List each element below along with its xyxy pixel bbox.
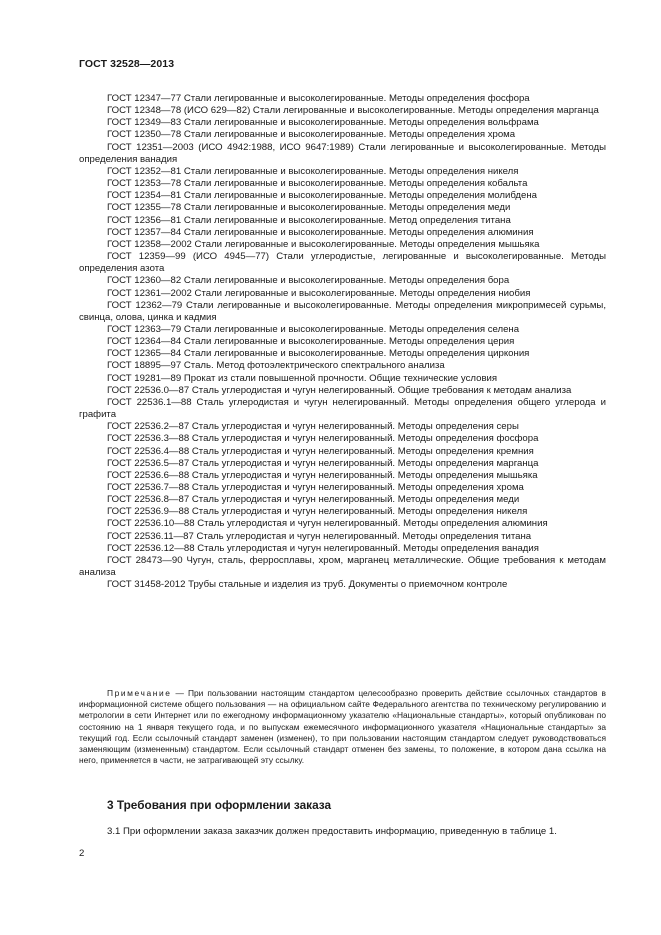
note-block bbox=[79, 688, 606, 766]
reference-item: ГОСТ 12355—78 Стали легированные и высоколегированные. Методы определения меди bbox=[107, 202, 511, 214]
reference-item: ГОСТ 22536.4—88 Сталь углеродистая и чугун нелегированный. Методы определения кремния bbox=[107, 445, 534, 457]
reference-item: ГОСТ 12352—81 Стали легированные и высоколегированные. Методы определения никеля bbox=[107, 165, 519, 177]
reference-item: ГОСТ 22536.12—88 Сталь углеродистая и чугун нелегированный. Методы определения ванадия bbox=[107, 542, 539, 554]
reference-item: ГОСТ 12356—81 Стали легированные и высоколегированные. Метод определения титана bbox=[107, 214, 511, 226]
document-header: ГОСТ 32528—2013 bbox=[79, 58, 175, 70]
reference-item: ГОСТ 12363—79 Стали легированные и высоколегированные. Методы определения селена bbox=[107, 323, 520, 335]
section-title: 3 Требования при оформлении заказа bbox=[107, 798, 332, 812]
reference-item: ГОСТ 12350—78 Стали легированные и высоколегированные. Методы определения хрома bbox=[107, 129, 516, 141]
note-text: — При пользовании настоящим стандартом целесообразно проверить действие ссылочных стандартов в информационной системе общего пользования — на официальном сайте Федерального агентства по техническому регулированию и метрологии в сети Интернет или по ежегодному информационному указателю «Национальные стандарты», который опубликован по состоянию на 1 января текущего года, и по выпускам ежемесячного информационного указателя «Национальные стандарты» за текущий год. Если ссылочный стандарт заменен (изменен), то при пользовании настоящим стандартом следует руководствоваться заменяющим (измененным) стандартом. Если ссылочный стандарт отменен без замены, то положение, в котором дана ссылка на него, применяется в части, не затрагивающей эту ссылку. bbox=[79, 688, 606, 766]
reference-item: ГОСТ 22536.0—87 Сталь углеродистая и чугун нелегированный. Общие требования к методам анализа bbox=[107, 384, 572, 396]
reference-item: ГОСТ 22536.3—88 Сталь углеродистая и чугун нелегированный. Методы определения фосфора bbox=[107, 433, 539, 445]
reference-item: ГОСТ 12362—79 Стали легированные и высоколегированные. Методы определения микропримесей сурьмы, свинца, олова, цинка и кадмия bbox=[79, 299, 606, 323]
reference-item: ГОСТ 12365—84 Стали легированные и высоколегированные. Методы определения циркония bbox=[107, 348, 530, 360]
normative-references-list bbox=[79, 93, 606, 591]
reference-item: ГОСТ 12351—2003 (ИСО 4942:1988, ИСО 9647:1989) Стали легированные и высоколегированные. Методы определения ванадия bbox=[79, 141, 606, 165]
reference-item: ГОСТ 22536.1—88 Сталь углеродистая и чугун нелегированный. Методы определения общего углерода и графита bbox=[79, 396, 606, 421]
page-number: 2 bbox=[79, 848, 85, 859]
reference-item: ГОСТ 12349—83 Стали легированные и высоколегированные. Методы определения вольфрама bbox=[107, 117, 539, 129]
reference-item: ГОСТ 12361—2002 Стали легированные и высоколегированные. Методы определения ниобия bbox=[107, 287, 531, 299]
reference-item: ГОСТ 22536.6—88 Сталь углеродистая и чугун нелегированный. Методы определения мышьяка bbox=[107, 469, 538, 481]
reference-item: ГОСТ 22536.5—87 Сталь углеродистая и чугун нелегированный. Методы определения марганца bbox=[107, 457, 539, 469]
reference-item: ГОСТ 18895—97 Сталь. Метод фотоэлектрического спектрального анализа bbox=[107, 360, 445, 372]
note-label: Примечание bbox=[107, 688, 172, 698]
reference-item: ГОСТ 22536.10—88 Сталь углеродистая и чугун нелегированный. Методы определения алюминия bbox=[107, 518, 548, 530]
reference-item: ГОСТ 19281—89 Прокат из стали повышенной прочности. Общие технические условия bbox=[107, 372, 498, 384]
reference-item: ГОСТ 12358—2002 Стали легированные и высоколегированные. Методы определения мышьяка bbox=[107, 238, 540, 250]
reference-item: ГОСТ 22536.7—88 Сталь углеродистая и чугун нелегированный. Методы определения хрома bbox=[107, 482, 524, 493]
reference-item: ГОСТ 12348—78 (ИСО 629—82) Стали легированные и высоколегированные. Методы определения марганца bbox=[107, 105, 599, 117]
reference-item: ГОСТ 12347—77 Стали легированные и высоколегированные. Методы определения фосфора bbox=[107, 93, 530, 104]
reference-item: ГОСТ 12364—84 Стали легированные и высоколегированные. Методы определения церия bbox=[107, 336, 515, 348]
reference-item: ГОСТ 31458-2012 Трубы стальные и изделия из труб. Документы о приемочном контроле bbox=[107, 579, 508, 591]
reference-item: ГОСТ 12359—99 (ИСО 4945—77) Стали углеродистые, легированные и высоколегированные. Методы определения азота bbox=[79, 251, 606, 275]
reference-item: ГОСТ 12353—78 Стали легированные и высоколегированные. Методы определения кобальта bbox=[107, 178, 528, 190]
note-paragraph bbox=[79, 688, 606, 766]
section-paragraph: 3.1 При оформлении заказа заказчик должен предоставить информацию, приведенную в таблице 1. bbox=[107, 826, 557, 837]
reference-item: ГОСТ 12360—82 Стали легированные и высоколегированные. Методы определения бора bbox=[107, 275, 510, 287]
reference-item: ГОСТ 22536.2—87 Сталь углеродистая и чугун нелегированный. Методы определения серы bbox=[107, 421, 519, 433]
reference-item: ГОСТ 28473—90 Чугун, сталь, ферросплавы, хром, марганец металлические. Общие требования к методам анализа bbox=[79, 554, 606, 579]
reference-item: ГОСТ 22536.9—88 Сталь углеродистая и чугун нелегированный. Методы определения никеля bbox=[107, 506, 528, 518]
reference-item: ГОСТ 22536.8—87 Сталь углеродистая и чугун нелегированный. Методы определения меди bbox=[107, 494, 520, 506]
reference-item: ГОСТ 22536.11—87 Сталь углеродистая и чугун нелегированный. Методы определения титана bbox=[107, 530, 532, 542]
reference-item: ГОСТ 12354—81 Стали легированные и высоколегированные. Методы определения молибдена bbox=[107, 190, 537, 202]
reference-item: ГОСТ 12357—84 Стали легированные и высоколегированные. Методы определения алюминия bbox=[107, 226, 534, 238]
